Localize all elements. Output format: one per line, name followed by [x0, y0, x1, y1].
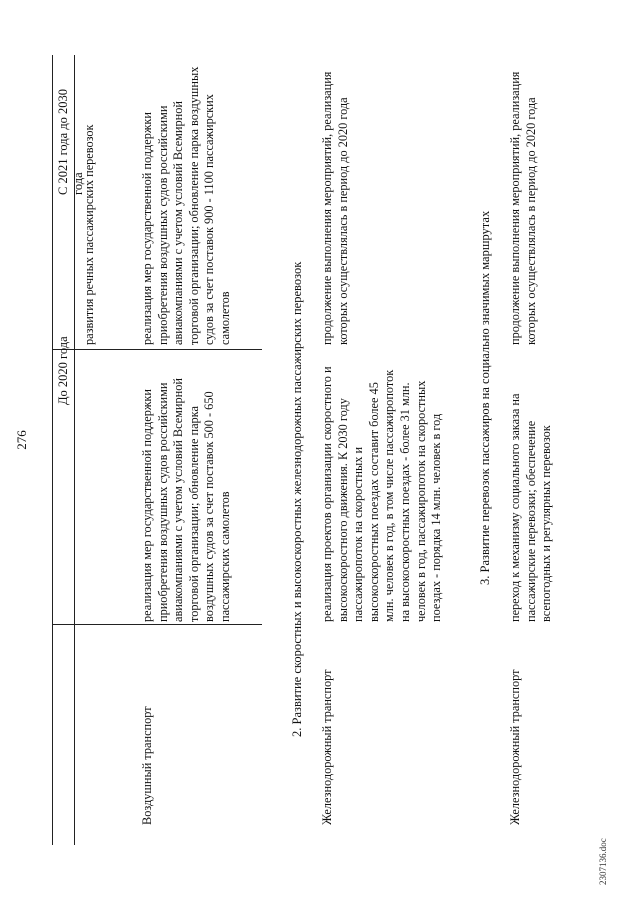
- column-header-period1: До 2020 года: [56, 336, 70, 405]
- column-header-period2: С 2021 года до 2030 года: [56, 88, 85, 195]
- section-3-title: 3. Развитие перевозок пассажиров на социально значимых маршрутах: [478, 210, 492, 585]
- column-divider-1: [52, 624, 262, 625]
- section-2-period1: реализация проектов организации скоростного и высокоскоростного движения. К 2030 году пассажиропоток на скоростных и высокоскоростных поездах составит более 45 млн. человек в год, в том числе пассажиропоток на высокоскоростных поездах - более 31 млн. человек в год, пассажиропоток на скоростных поездах - порядка 14 млн. человек в год: [320, 366, 444, 622]
- table-header: [52, 65, 85, 805]
- column-divider-2: [52, 349, 262, 350]
- section-3-period1: переход к механизму социального заказа на пассажирские перевозки; обеспечение всепогодных и регулярных перевозок: [508, 393, 554, 622]
- section-2-period2: продолжение выполнения мероприятий, реализация которых осуществлялась в период до 2020 года: [320, 71, 350, 345]
- continuation-text: развития речных пассажирских перевозок: [82, 124, 96, 345]
- section-3-mode: Железнодорожный транспорт: [508, 669, 522, 825]
- section-3-period2: продолжение выполнения мероприятий, реализация которых осуществлялась в период до 2020 года: [508, 71, 538, 345]
- page-number: 276: [14, 430, 29, 450]
- section-2-title: 2. Развитие скоростных и высокоскоростных железнодорожных пассажирских перевозок: [290, 261, 304, 737]
- row-air-mode: Воздушный транспорт: [140, 706, 154, 825]
- document-code: 2307136.doc: [598, 838, 608, 885]
- row-air-period1: реализация мер государственной поддержки приобретения воздушных судов российскими авиакомпаниями с учетом условий Всемирной торговой организации; обновление парка воздушных судов за счет поставок 500 - 650 пассажирских самолетов: [140, 378, 232, 622]
- row-air-period2: реализация мер государственной поддержки приобретения воздушных судов российскими авиакомпаниями с учетом условий Всемирной торговой организации; обновление парка воздушных судов за счет поставок 900 - 1100 пассажирских самолетов: [140, 66, 232, 345]
- section-2-mode: Железнодорожный транспорт: [320, 669, 334, 825]
